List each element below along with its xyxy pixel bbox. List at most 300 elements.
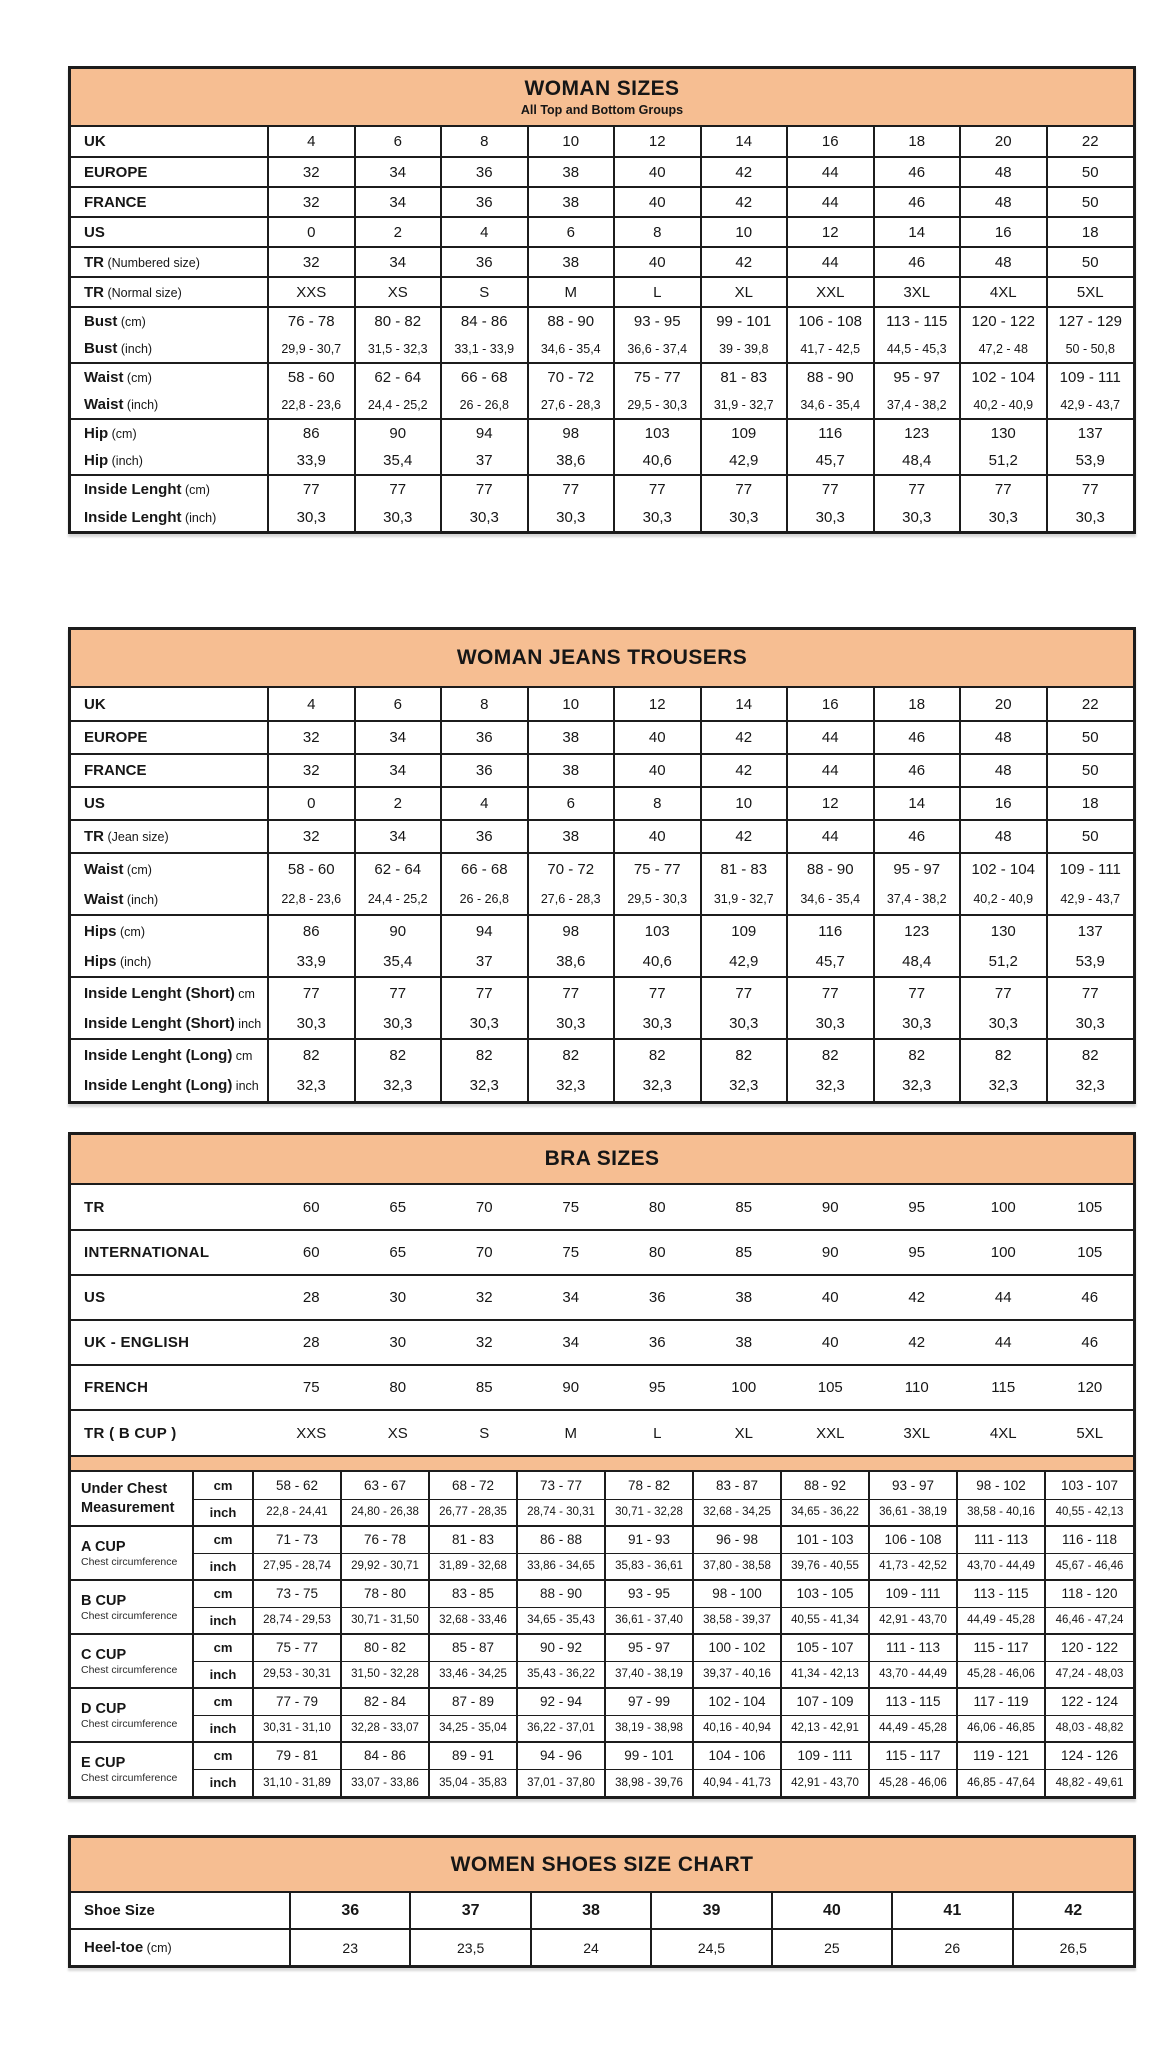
table-row: [71, 688, 1133, 721]
size-cell: 124 - 126: [1045, 1742, 1133, 1769]
size-cell: 25: [772, 1929, 892, 1965]
unit-label: cm: [193, 1634, 253, 1661]
size-cell: 62 - 64: [355, 363, 442, 391]
size-cell: 10: [701, 787, 788, 820]
size-cell: 85: [735, 1198, 753, 1216]
size-cell: 90 - 92: [517, 1634, 605, 1661]
women-shoes-grid: [71, 1893, 1133, 1965]
size-cell: 120 - 122: [1045, 1634, 1133, 1661]
size-cell: 18: [1047, 787, 1134, 820]
size-cell: 32: [268, 721, 355, 754]
size-cell: 34: [355, 820, 442, 853]
row-label-text: FRANCE: [84, 762, 147, 779]
size-cell: 10: [528, 688, 615, 721]
woman-sizes-table: [68, 66, 1136, 534]
size-cell: 47,24 - 48,03: [1045, 1661, 1133, 1688]
size-cell: 22,8 - 23,6: [268, 391, 355, 419]
row-label-text: US: [84, 795, 105, 812]
size-cell: 6: [528, 217, 615, 247]
row-group: [71, 787, 1133, 820]
size-cell: XS: [355, 277, 442, 307]
size-cell: 90: [821, 1198, 839, 1216]
size-cell: 77: [874, 977, 961, 1008]
size-cell: 40: [821, 1334, 839, 1351]
woman-sizes-header: [71, 69, 1133, 127]
size-cell: 4XL: [960, 277, 1047, 307]
table-row: [71, 915, 1133, 946]
size-cell: 22: [1047, 688, 1134, 721]
size-cell: 4XL: [989, 1424, 1017, 1442]
cup-label: [71, 1688, 193, 1742]
size-cell: 48: [960, 754, 1047, 787]
size-cell: 30,3: [528, 1008, 615, 1039]
row-group: [71, 127, 1133, 157]
size-cell: 2: [355, 787, 442, 820]
row-group: [71, 1275, 1133, 1320]
table-row: [71, 307, 1133, 335]
row-label-note: cm: [232, 1048, 253, 1063]
size-cell: 75: [562, 1198, 580, 1216]
size-cell: 32,68 - 33,46: [429, 1607, 517, 1634]
size-cell: 10: [701, 217, 788, 247]
size-cell: 35,04 - 35,83: [429, 1769, 517, 1796]
size-cell: 94: [441, 419, 528, 447]
row-label: [71, 1365, 268, 1410]
row-label-text: FRENCH: [84, 1379, 149, 1396]
row-label: [71, 1230, 268, 1275]
size-cell: 34,6 - 35,4: [528, 335, 615, 363]
size-cell: 123: [874, 915, 961, 946]
size-cell: 16: [960, 787, 1047, 820]
size-cell: 8: [614, 787, 701, 820]
size-cell: 120 - 122: [960, 307, 1047, 335]
row-group: [71, 217, 1133, 247]
size-cell: 82: [874, 1039, 961, 1070]
row-label-note: (cm): [123, 862, 152, 877]
size-cell: 77: [355, 977, 442, 1008]
size-cell: 6: [355, 127, 442, 157]
size-cell: 41,73 - 42,52: [869, 1553, 957, 1580]
size-cell: 26,5: [1013, 1929, 1133, 1965]
row-label: [71, 1070, 268, 1101]
row-label-text: Waist: [84, 369, 124, 386]
size-cell: 117 - 119: [957, 1688, 1045, 1715]
women-shoes-header: [71, 1838, 1133, 1893]
row-label-text: TR: [84, 253, 104, 271]
size-cell: 37,01 - 37,80: [517, 1769, 605, 1796]
size-cell: 24,5: [651, 1929, 771, 1965]
size-cell: 38: [735, 1334, 753, 1351]
size-cell: 18: [1047, 217, 1134, 247]
size-cell: 5XL: [1047, 277, 1134, 307]
size-cell: 37: [441, 447, 528, 475]
size-cell: 127 - 129: [1047, 307, 1134, 335]
size-cell: 30,3: [701, 1008, 788, 1039]
row-label-text: INTERNATIONAL: [84, 1244, 210, 1261]
size-cell: 42: [1013, 1893, 1133, 1929]
size-cell: 38,6: [528, 946, 615, 977]
size-cell: 62 - 64: [355, 853, 442, 884]
size-cell: 80: [648, 1198, 666, 1216]
table-row: [71, 1661, 1133, 1688]
bra-sizes-grid: [71, 1185, 1133, 1796]
size-cell: 77: [960, 475, 1047, 503]
size-cell: 26 - 26,8: [441, 391, 528, 419]
size-cell: 50: [1047, 187, 1134, 217]
size-cell: 22,8 - 23,6: [268, 884, 355, 915]
size-cell: 30,3: [1047, 503, 1134, 531]
table-row: [71, 363, 1133, 391]
size-cell: 36: [441, 157, 528, 187]
table-row: [71, 787, 1133, 820]
size-cell: 41,7 - 42,5: [787, 335, 874, 363]
row-group: [71, 247, 1133, 277]
cup-label-sub: Chest circumference: [81, 1663, 178, 1676]
cup-group: [71, 1472, 1133, 1526]
woman-sizes-grid: [71, 127, 1133, 531]
size-cell: 34,65 - 35,43: [517, 1607, 605, 1634]
size-cell: 29,9 - 30,7: [268, 335, 355, 363]
size-cell: 50: [1047, 820, 1134, 853]
size-cell: 76 - 78: [268, 307, 355, 335]
size-cell: 38,58 - 40,16: [957, 1499, 1045, 1526]
row-label-text: Inside Lenght (Long): [84, 1046, 233, 1064]
size-cell: 38: [735, 1289, 753, 1306]
size-cell: 48,82 - 49,61: [1045, 1769, 1133, 1796]
size-cell: 109 - 111: [1047, 853, 1134, 884]
size-cell: 30,3: [441, 1008, 528, 1039]
size-cell: 34: [562, 1289, 580, 1306]
size-cell: 32,3: [874, 1070, 961, 1101]
size-cell: 36: [648, 1334, 666, 1351]
size-cell: 37,4 - 38,2: [874, 884, 961, 915]
size-cell: 93 - 95: [614, 307, 701, 335]
size-cell: 32: [268, 754, 355, 787]
size-cell: 24,4 - 25,2: [355, 391, 442, 419]
size-cell: 6: [355, 688, 442, 721]
size-cell: 63 - 67: [341, 1472, 429, 1499]
size-cell: 105: [1077, 1244, 1103, 1261]
size-cell: 40,55 - 41,34: [781, 1607, 869, 1634]
size-cell: 100: [731, 1379, 757, 1396]
size-cell: 115 - 117: [869, 1742, 957, 1769]
size-cell: 29,92 - 30,71: [341, 1553, 429, 1580]
table-row: [71, 754, 1133, 787]
row-label: [71, 277, 268, 307]
size-cell: 107 - 109: [781, 1688, 869, 1715]
size-cell: L: [653, 1424, 662, 1442]
size-cell: 30,3: [528, 503, 615, 531]
size-cell: 77: [528, 475, 615, 503]
size-cell: M: [564, 1424, 577, 1442]
row-label: [71, 247, 268, 277]
table-title: WOMAN JEANS TROUSERS: [456, 646, 748, 670]
row-group: [71, 1410, 1133, 1455]
size-cell: 93 - 97: [869, 1472, 957, 1499]
size-cell: 71 - 73: [253, 1526, 341, 1553]
row-label-note: (inch): [117, 342, 153, 356]
row-label-text: UK: [84, 695, 106, 713]
bra-conversion-data: [71, 1185, 1133, 1455]
table-row: [71, 277, 1133, 307]
row-group: [71, 475, 1133, 531]
size-cell: 42,91 - 43,70: [781, 1769, 869, 1796]
size-cell: 32: [268, 820, 355, 853]
size-cell: 34,6 - 35,4: [787, 391, 874, 419]
cup-label: [71, 1526, 193, 1580]
size-cell: 31,89 - 32,68: [429, 1553, 517, 1580]
size-cell: 95: [908, 1244, 926, 1261]
size-cell: 120: [1077, 1379, 1103, 1396]
size-cell: 16: [960, 217, 1047, 247]
unit-label: inch: [193, 1715, 253, 1742]
size-cell: 36: [441, 721, 528, 754]
row-group: [71, 363, 1133, 419]
table-row: [71, 1893, 1133, 1929]
row-label: [71, 1929, 290, 1965]
row-label-note: (inch): [181, 510, 217, 525]
size-cell: 111 - 113: [957, 1526, 1045, 1553]
size-cell: 77: [614, 475, 701, 503]
size-cell: 82: [701, 1039, 788, 1070]
size-cell: 46,46 - 47,24: [1045, 1607, 1133, 1634]
size-cell: 51,2: [960, 447, 1047, 475]
size-cell: 37,80 - 38,58: [693, 1553, 781, 1580]
size-cell: 100: [990, 1244, 1016, 1261]
size-cell: 82: [787, 1039, 874, 1070]
row-label: [71, 419, 268, 447]
size-cell: 28,74 - 29,53: [253, 1607, 341, 1634]
size-cell: 90: [355, 419, 442, 447]
table-row: [71, 335, 1133, 363]
size-cell: 99 - 101: [701, 307, 788, 335]
cup-label: [71, 1742, 193, 1796]
size-cell: 95 - 97: [605, 1634, 693, 1661]
table-row: [71, 977, 1133, 1008]
table-title: BRA SIZES: [544, 1147, 660, 1171]
size-cell: 48: [960, 157, 1047, 187]
size-cell: 73 - 75: [253, 1580, 341, 1607]
size-cell: 75 - 77: [614, 363, 701, 391]
size-cell: 98: [528, 915, 615, 946]
size-cell: 32: [475, 1289, 493, 1306]
size-cell: 30,3: [268, 503, 355, 531]
size-cell: 44,49 - 45,28: [869, 1715, 957, 1742]
size-cell: 33,07 - 33,86: [341, 1769, 429, 1796]
size-cell: 113 - 115: [874, 307, 961, 335]
size-cell: 77 - 79: [253, 1688, 341, 1715]
size-cell: 103 - 105: [781, 1580, 869, 1607]
row-label-text: Inside Lenght (Long): [84, 1077, 233, 1094]
size-cell: 37: [410, 1893, 530, 1929]
size-cell: 88 - 90: [787, 853, 874, 884]
size-cell: 92 - 94: [517, 1688, 605, 1715]
size-cell: 39 - 39,8: [701, 335, 788, 363]
size-cell: 45,67 - 46,46: [1045, 1553, 1133, 1580]
size-cell: XL: [734, 1424, 753, 1442]
size-cell: 48: [960, 187, 1047, 217]
table-row: [71, 1410, 1133, 1455]
size-cell: 36: [648, 1289, 666, 1306]
row-label-text: EUROPE: [84, 729, 148, 746]
row-group: [71, 1365, 1133, 1410]
table-row: [71, 1185, 1133, 1230]
row-group: [71, 187, 1133, 217]
size-cell: 38: [531, 1893, 651, 1929]
row-group: [71, 277, 1133, 307]
size-cell: 32: [268, 187, 355, 217]
size-cell: 105: [817, 1379, 843, 1396]
row-label: [71, 157, 268, 187]
cup-label-sub: Chest circumference: [81, 1609, 178, 1622]
row-label: [71, 391, 268, 419]
row-group: [71, 1185, 1133, 1230]
row-label-text: Inside Lenght (Short): [84, 984, 235, 1002]
size-cell: 116: [787, 915, 874, 946]
size-cell: 46,85 - 47,64: [957, 1769, 1045, 1796]
size-cell: 30,3: [614, 1008, 701, 1039]
size-cell: 85: [475, 1379, 493, 1396]
size-cell: 40: [614, 820, 701, 853]
size-cell: 102 - 104: [693, 1688, 781, 1715]
size-cell: 88 - 90: [787, 363, 874, 391]
size-cell: 42: [701, 187, 788, 217]
size-cell: 20: [960, 688, 1047, 721]
size-cell: 35,4: [355, 946, 442, 977]
size-cell: 95 - 97: [874, 363, 961, 391]
size-cell: 38: [528, 247, 615, 277]
size-cell: 48: [960, 247, 1047, 277]
size-cell: 29,53 - 30,31: [253, 1661, 341, 1688]
size-cell: 93 - 95: [605, 1580, 693, 1607]
row-label: [71, 335, 268, 363]
size-cell: 33,46 - 34,25: [429, 1661, 517, 1688]
size-cell: 105: [1077, 1198, 1103, 1216]
cup-label-sub: Chest circumference: [81, 1717, 178, 1730]
size-cell: 109: [701, 419, 788, 447]
table-row: [71, 1039, 1133, 1070]
size-cell: 51,2: [960, 946, 1047, 977]
row-label: [71, 1275, 268, 1320]
size-cell: 70: [475, 1244, 493, 1261]
row-label: [71, 307, 268, 335]
size-cell: 42: [908, 1289, 926, 1306]
cup-label-text: D CUP: [81, 1700, 127, 1717]
size-cell: 50 - 50,8: [1047, 335, 1134, 363]
size-cell: 95 - 97: [874, 853, 961, 884]
women-shoes-table: [68, 1835, 1136, 1968]
row-label: [71, 363, 268, 391]
size-cell: 23: [290, 1929, 410, 1965]
row-label-text: Heel-toe: [84, 1939, 144, 1956]
size-cell: 24: [531, 1929, 651, 1965]
size-cell: 38: [528, 187, 615, 217]
size-cell: 30,3: [874, 1008, 961, 1039]
woman-jeans-trousers-data: [71, 688, 1133, 1101]
unit-label: cm: [193, 1526, 253, 1553]
row-label-text: Waist: [84, 860, 124, 878]
size-cell: 77: [787, 475, 874, 503]
row-label: [71, 1893, 290, 1929]
size-cell: 78 - 82: [605, 1472, 693, 1499]
size-cell: 77: [874, 475, 961, 503]
size-cell: 14: [701, 688, 788, 721]
size-cell: 20: [960, 127, 1047, 157]
size-cell: 77: [268, 977, 355, 1008]
size-cell: 38: [528, 754, 615, 787]
size-cell: 123: [874, 419, 961, 447]
size-cell: 80: [648, 1244, 666, 1261]
size-cell: 18: [874, 127, 961, 157]
size-cell: 30,3: [787, 1008, 874, 1039]
size-cell: 44: [787, 247, 874, 277]
size-cell: 38,58 - 39,37: [693, 1607, 781, 1634]
size-cell: 42: [701, 721, 788, 754]
size-cell: 8: [441, 127, 528, 157]
table-row: [71, 1742, 1133, 1769]
size-cell: 30,3: [960, 503, 1047, 531]
size-cell: 12: [787, 787, 874, 820]
row-label-note: inch: [234, 1016, 262, 1031]
size-cell: 4: [441, 217, 528, 247]
row-label: [71, 1185, 268, 1230]
size-cell: 40: [614, 754, 701, 787]
size-cell: 90: [821, 1244, 839, 1261]
size-cell: 44: [787, 721, 874, 754]
table-row: [71, 447, 1133, 475]
size-cell: 94: [441, 915, 528, 946]
size-cell: 113 - 115: [869, 1688, 957, 1715]
size-cell: 40,6: [614, 447, 701, 475]
row-label-note: (cm): [143, 1941, 172, 1955]
row-label: [71, 217, 268, 247]
size-cell: 42: [701, 820, 788, 853]
size-cell: 38,98 - 39,76: [605, 1769, 693, 1796]
row-label-note: (cm): [117, 315, 146, 329]
row-label: [71, 721, 268, 754]
cup-label-text: A CUP: [81, 1538, 126, 1555]
size-cell: 76 - 78: [341, 1526, 429, 1553]
row-label-text: Inside Lenght (Short): [84, 1014, 235, 1032]
unit-label: inch: [193, 1607, 253, 1634]
size-cell: 44,5 - 45,3: [874, 335, 961, 363]
size-cell: 40,2 - 40,9: [960, 391, 1047, 419]
row-label-note: cm: [234, 986, 255, 1001]
size-cell: 102 - 104: [960, 363, 1047, 391]
cup-label-sub: Chest circumference: [81, 1555, 178, 1568]
size-cell: 119 - 121: [957, 1742, 1045, 1769]
table-row: [71, 1230, 1133, 1275]
size-cell: 6: [528, 787, 615, 820]
row-label: [71, 915, 268, 946]
size-cell: 115: [991, 1379, 1016, 1396]
size-cell: 58 - 60: [268, 853, 355, 884]
size-cell: 81 - 83: [701, 853, 788, 884]
size-cell: 85 - 87: [429, 1634, 517, 1661]
size-cell: 46: [874, 754, 961, 787]
size-cell: 33,9: [268, 946, 355, 977]
size-cell: 34: [355, 187, 442, 217]
size-cell: 80: [389, 1379, 407, 1396]
size-cell: 32,3: [355, 1070, 442, 1101]
row-group: [71, 419, 1133, 475]
size-cell: 86: [268, 915, 355, 946]
size-cell: 100: [990, 1198, 1016, 1216]
table-row: [71, 1320, 1133, 1365]
size-cell: 82: [960, 1039, 1047, 1070]
size-cell: 30,3: [441, 503, 528, 531]
size-cell: 35,83 - 36,61: [605, 1553, 693, 1580]
